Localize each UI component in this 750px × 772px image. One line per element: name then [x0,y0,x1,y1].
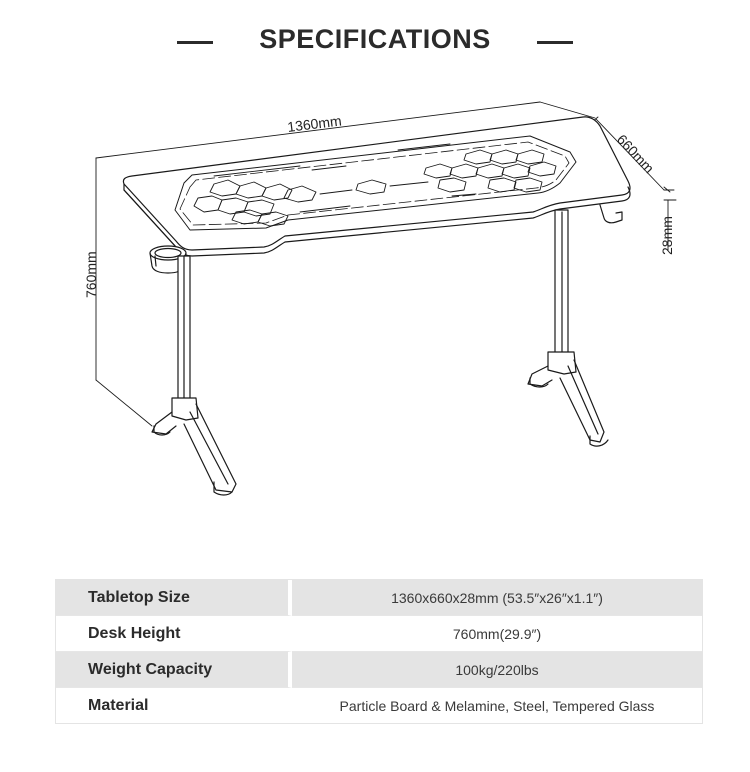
headphone-hook [600,205,622,223]
table-row [56,688,702,723]
spec-value: 760mm(29.9″) [292,616,702,652]
spec-label: Tabletop Size [56,580,292,616]
spec-table [55,579,703,724]
spec-value: 100kg/220lbs [292,652,702,688]
page-title: SPECIFICATIONS [259,24,491,54]
spec-value: Particle Board & Melamine, Steel, Tempered Glass [339,697,655,714]
width-dimension-label: 1360mm [286,112,343,135]
table-row [56,616,702,652]
tabletop [123,117,630,256]
spec-label: Desk Height [56,616,292,652]
spec-label: Weight Capacity [56,652,292,688]
spec-label: Material [56,688,292,723]
section-header [0,22,750,62]
table-row [56,580,702,616]
thickness-dimension-label: 28mm [659,216,675,255]
depth-dimension-label: 660mm [613,131,658,177]
spec-value: 1360x660x28mm (53.5″x26″x1.1″) [292,580,702,616]
left-leg [152,256,236,495]
desk-diagram [75,95,685,505]
right-leg [528,210,608,446]
table-row [56,652,702,688]
height-dimension-label: 760mm [83,251,99,298]
title-dash-right [537,41,573,44]
